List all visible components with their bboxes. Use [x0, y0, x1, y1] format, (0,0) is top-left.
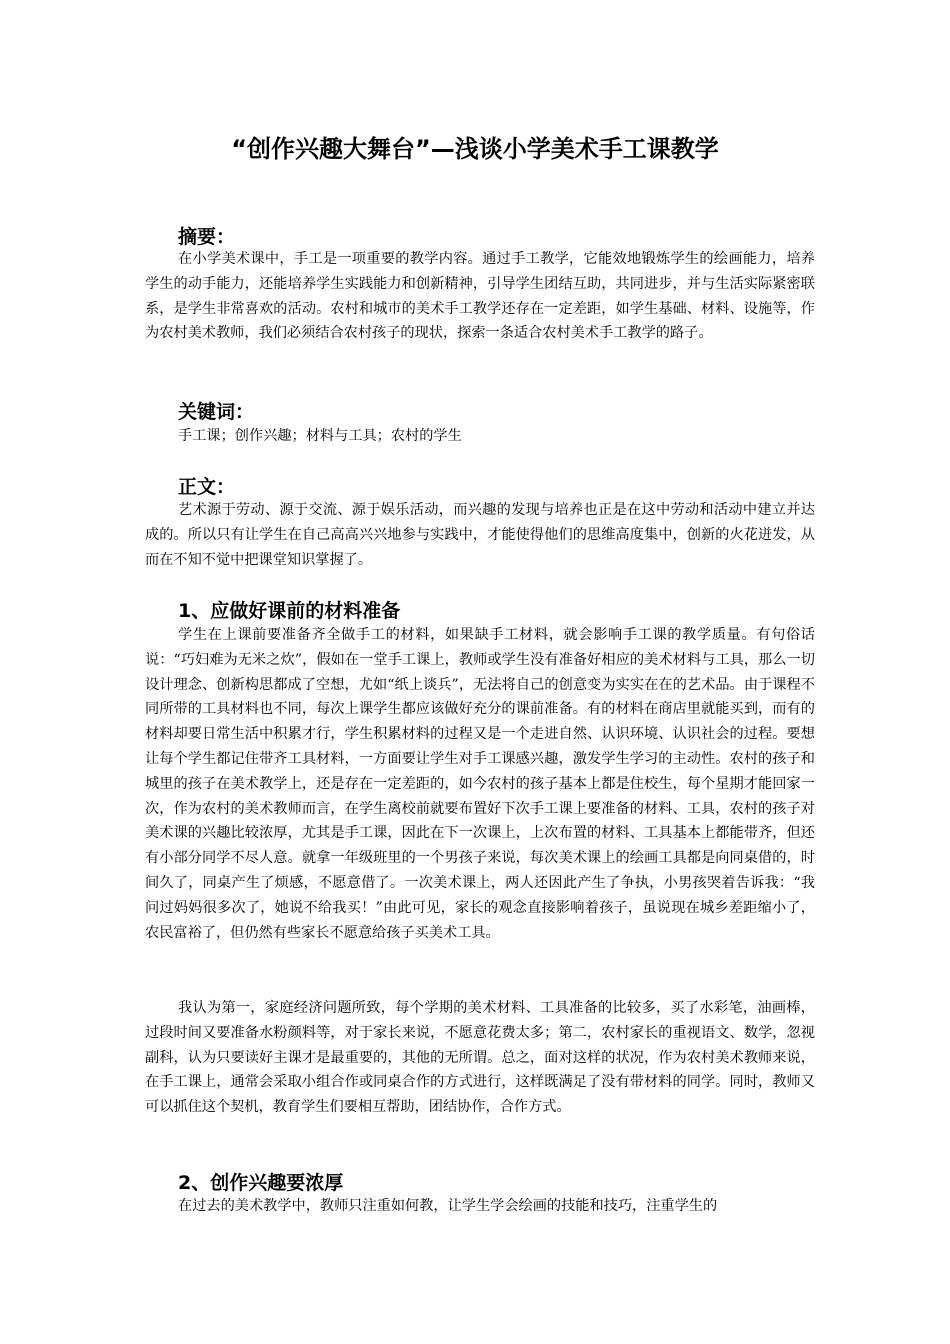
keywords-heading: 关键词：	[178, 401, 255, 423]
body-heading: 正文：	[178, 476, 236, 498]
section-2-heading: 2、创作兴趣要浓厚	[178, 1172, 344, 1194]
body-intro-text: 艺术源于劳动、源于交流、源于娱乐活动，而兴趣的发现与培养也正是在这中劳动和活动中建立并达成的。所以只有让学生在自己高高兴兴地参与实践中，才能使得他们的思维高度集中，创新的火花迸发，从而在不知不觉中把课堂知识掌握了。	[145, 502, 815, 568]
abstract-text: 在小学美术课中，手工是一项重要的教学内容。通过手工教学，它能效地锻炼学生的绘画能力，培养学生的动手能力，还能培养学生实践能力和创新精神，引导学生团结互助，共同进步，并与生活实际紧密联系，是学生非常喜欢的活动。农村和城市的美术手工教学还存在一定差距，如学生基础、材料、设施等，作为农村美术教师，我们必须结合农村孩子的现状，探索一条适合农村美术手工教学的路子。	[145, 251, 815, 342]
section-1-heading: 1、应做好课前的材料准备	[178, 600, 401, 622]
section-1-paragraph-2: 我认为第一，家庭经济问题所致，每个学期的美术材料、工具准备的比较多，买了水彩笔，油画棒，过段时间又要准备水粉颜料等，对于家长来说，不愿意花费太多；第二，农村家长的重视语文、数学，忽视副科，认为只要读好主课才是最重要的，其他的无所谓。总之，面对这样的状况，作为农村美术教师来说，在手工课上，通常会采取小组合作或同桌合作的方式进行，这样既满足了没有带材料的同学。同时，教师又可以抓住这个契机，教育学生们要相互帮助，团结协作，合作方式。	[145, 1000, 815, 1116]
section-1-paragraph-1: 学生在上课前要准备齐全做手工的材料，如果缺手工材料，就会影响手工课的教学质量。有句俗话说：“巧妇难为无米之炊”，假如在一堂手工课上，教师或学生没有准备好相应的美术材料与工具，那么一切设计理念、创新构思都成了空想，尤如“纸上谈兵”，无法将自己的创意变为实实在在的艺术品。由于课程不同所带的工具材料也不同，每次上课学生都应该做好充分的课前准备。有的材料在商店里就能买到，而有的材料却要日常生活中积累才行，学生积累材料的过程又是一个走进自然、认识环境、认识社会的过程。要想让每个学生都记住带齐工具材料，一方面要让学生对手工课感兴趣，激发学生学习的主动性。农村的孩子和城里的孩子在美术教学上，还是存在一定差距的，如今农村的孩子基本上都是住校生，每个星期才能回家一次，作为农村的美术教师而言，在学生离校前就要布置好下次手工课上要准备的材料、工具，农村的孩子对美术课的兴趣比较浓厚，尤其是手工课，因此在下一次课上，上次布置的材料、工具基本上都能带齐，但还有小部分同学不尽人意。就拿一年级班里的一个男孩子来说，每次美术课上的绘画工具都是向同桌借的，时间久了，同桌产生了烦感，不愿意借了。一次美术课上，两人还因此产生了争执，小男孩哭着告诉我：“我问过妈妈很多次了，她说不给我买！”由此可见，家长的观念直接影响着孩子，虽说现在城乡差距缩小了，农民富裕了，但仍然有些家长不愿意给孩子买美术工具。	[145, 627, 815, 941]
keywords-text: 手工课；创作兴趣；材料与工具；农村的学生	[178, 428, 462, 444]
section-2-paragraph-1: 在过去的美术教学中，教师只注重如何教，让学生学会绘画的技能和技巧，注重学生的	[178, 1198, 718, 1214]
abstract-heading: 摘要：	[178, 226, 236, 248]
document-title: “创作兴趣大舞台”—浅谈小学美术手工课教学	[231, 135, 719, 163]
